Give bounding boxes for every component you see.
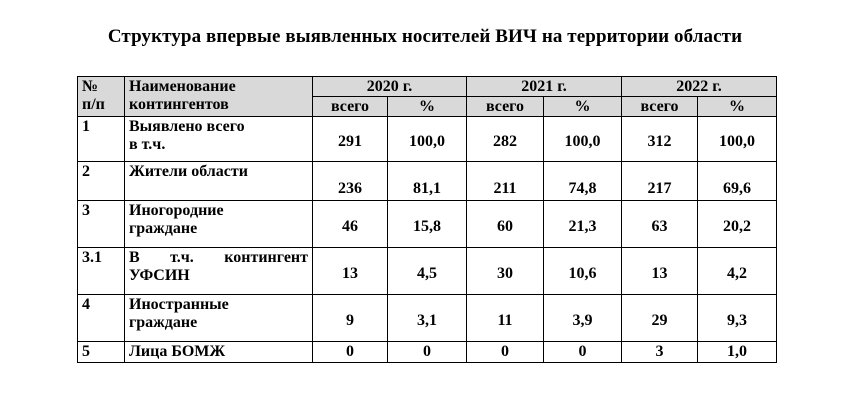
row-num: 1 [78,117,125,162]
row-name-line2: граждане [129,314,198,331]
header-year-2020: 2020 г. [313,77,467,97]
cell-total-2022: 217 [622,162,698,201]
row-name-line1: Иностранные [129,296,229,313]
header-total-2022: всего [622,97,698,117]
cell-pct-2020: 15,8 [388,201,467,248]
row-name-line2: в т.ч. [129,136,166,153]
cell-pct-2021: 3,9 [544,295,622,342]
cell-pct-2022: 69,6 [698,162,777,201]
cell-total-2022: 29 [622,295,698,342]
cell-pct-2021: 74,8 [544,162,622,201]
row-name-line2: граждане [129,220,198,237]
row-num: 2 [78,162,125,201]
row-num: 4 [78,295,125,342]
table-row [78,248,777,295]
hiv-structure-table [77,76,777,363]
cell-pct-2022: 100,0 [698,117,777,162]
cell-total-2021: 211 [467,162,544,201]
header-name-line2: контингентов [129,96,229,113]
cell-pct-2022: 1,0 [698,342,777,363]
row-name: Лица БОМЖ [125,342,313,363]
cell-total-2021: 11 [467,295,544,342]
cell-total-2022: 63 [622,201,698,248]
cell-total-2020: 0 [313,342,388,363]
cell-pct-2022: 9,3 [698,295,777,342]
row-name: Жители области [125,162,313,201]
header-year-2022: 2022 г. [622,77,777,97]
row-name-line2: УФСИН [129,267,190,284]
header-total-2020: всего [313,97,388,117]
row-name [125,295,313,342]
row-name-line1: Выявлено всего [129,118,245,135]
row-name [125,201,313,248]
cell-pct-2020: 4,5 [388,248,467,295]
header-num-line1: № [82,78,99,95]
cell-pct-2020: 100,0 [388,117,467,162]
header-year-2021: 2021 г. [467,77,622,97]
header-total-2021: всего [467,97,544,117]
header-num [78,77,125,117]
row-name [125,248,313,295]
cell-pct-2021: 0 [544,342,622,363]
row-name-line1: Иногородние [129,202,224,219]
header-name [125,77,313,117]
cell-pct-2022: 20,2 [698,201,777,248]
row-num: 3 [78,201,125,248]
cell-total-2020: 291 [313,117,388,162]
row-name [125,117,313,162]
table-row [78,201,777,248]
cell-total-2022: 3 [622,342,698,363]
header-pct-2021: % [544,97,622,117]
cell-total-2021: 282 [467,117,544,162]
table-row [78,162,777,201]
cell-pct-2021: 10,6 [544,248,622,295]
cell-total-2021: 30 [467,248,544,295]
cell-total-2022: 13 [622,248,698,295]
header-pct-2022: % [698,97,777,117]
header-pct-2020: % [388,97,467,117]
cell-total-2022: 312 [622,117,698,162]
cell-total-2020: 9 [313,295,388,342]
row-num: 3.1 [78,248,125,295]
cell-pct-2020: 3,1 [388,295,467,342]
table-row [78,117,777,162]
cell-total-2021: 0 [467,342,544,363]
header-num-line2: п/п [82,96,105,113]
row-num: 5 [78,342,125,363]
table-row [78,295,777,342]
cell-total-2020: 236 [313,162,388,201]
row-name-line1: В т.ч. контингент [129,249,308,266]
cell-pct-2021: 100,0 [544,117,622,162]
header-name-line1: Наименование [129,78,236,95]
cell-total-2020: 46 [313,201,388,248]
cell-total-2020: 13 [313,248,388,295]
cell-pct-2022: 4,2 [698,248,777,295]
cell-pct-2021: 21,3 [544,201,622,248]
table-row [78,342,777,363]
cell-total-2021: 60 [467,201,544,248]
cell-pct-2020: 0 [388,342,467,363]
cell-pct-2020: 81,1 [388,162,467,201]
page-title: Структура впервые выявленных носителей ВИЧ на территории области [107,26,743,47]
